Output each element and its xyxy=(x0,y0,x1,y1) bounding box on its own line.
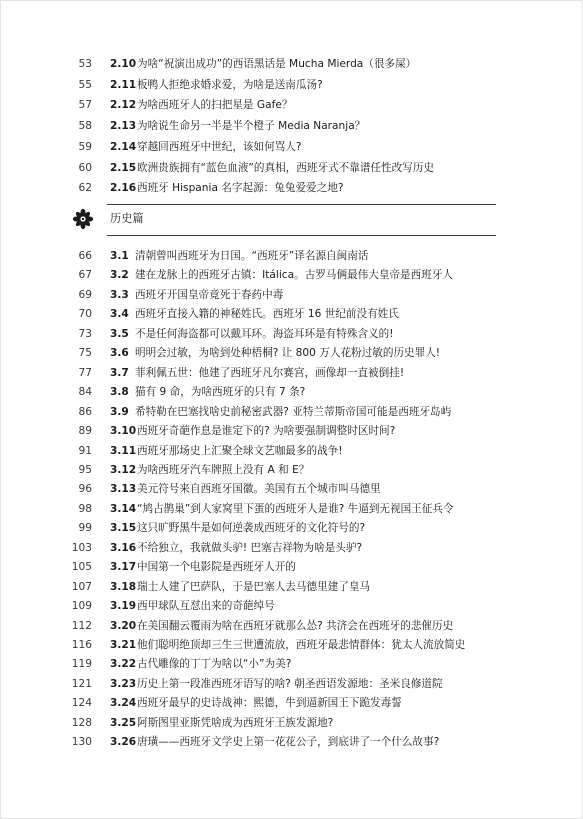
entry-number: 3.25 xyxy=(110,716,137,729)
page-number: 75 xyxy=(78,347,92,360)
toc-entry[interactable] xyxy=(0,77,583,94)
toc-entry[interactable] xyxy=(0,656,583,673)
entry-title: 古代雕像的丁丁为啥以“小”为美? xyxy=(137,658,292,671)
toc-entry[interactable] xyxy=(0,423,583,440)
section-title: 历史篇 xyxy=(110,212,144,225)
page-number: 124 xyxy=(71,697,92,710)
toc-entry[interactable] xyxy=(0,180,583,197)
entry-number: 3.5 xyxy=(110,327,129,340)
entry-number: 3.15 xyxy=(110,522,137,535)
entry-number: 3.13 xyxy=(110,483,137,496)
toc-entry[interactable] xyxy=(0,345,583,362)
entry-number: 3.16 xyxy=(110,541,137,554)
entry-number: 3.8 xyxy=(110,386,129,399)
page-number: 128 xyxy=(71,716,92,729)
page-number: 96 xyxy=(78,483,92,496)
entry-title: 为啥西班牙汽车牌照上没有 A 和 E？ xyxy=(137,463,310,476)
toc-entry[interactable] xyxy=(0,695,583,712)
entry-title: 西班牙 Hispania 名字起源：兔兔爱爱之地? xyxy=(137,182,344,195)
entry-number: 3.12 xyxy=(110,463,137,476)
page-number: 116 xyxy=(71,639,92,651)
entry-number: 3.1 xyxy=(110,250,129,262)
toc-entry[interactable] xyxy=(0,734,583,751)
entry-title: 不是任何海盗都可以戴耳环。海盗耳环是有特殊含义的! xyxy=(135,327,394,340)
toc-entry[interactable] xyxy=(0,637,583,654)
page-number: 57 xyxy=(78,99,92,112)
entry-title: 穿越回西班牙中世纪，该如何骂人? xyxy=(137,140,302,153)
entry-number: 3.20 xyxy=(110,619,137,632)
entry-title: 瑞士人建了巴萨队，于是巴塞人去马德里建了皇马 xyxy=(137,580,371,593)
toc-entry[interactable] xyxy=(0,365,583,382)
entry-number: 3.10 xyxy=(110,425,137,438)
toc-entry[interactable] xyxy=(0,306,583,323)
section-rule-bottom xyxy=(107,235,496,236)
toc-entry[interactable] xyxy=(0,160,583,177)
page-number: 55 xyxy=(78,78,92,91)
entry-title: 欧洲贵族拥有“蓝色血液”的真相，西班牙式不靠谱任性改写历史 xyxy=(137,161,435,174)
entry-title: 为啥说生命另一半是半个橙子 Media Naranja？ xyxy=(137,120,366,133)
entry-title: 希特勒在巴塞找啥史前秘密武器? 亚特兰蒂斯帝国可能是西班牙岛屿 xyxy=(135,405,452,418)
toc-entry[interactable] xyxy=(0,384,583,401)
toc-entry[interactable] xyxy=(0,715,583,732)
entry-number: 3.18 xyxy=(110,580,137,593)
toc-entry[interactable] xyxy=(0,520,583,537)
entry-number: 3.6 xyxy=(110,347,129,360)
entry-number: 2.10 xyxy=(110,58,137,70)
page-number: 89 xyxy=(78,425,92,438)
entry-title: 西班牙奇葩作息是谁定下的? 为啥要强制调整时区时间? xyxy=(137,425,396,438)
page-number: 98 xyxy=(78,502,92,515)
toc-entry[interactable] xyxy=(0,481,583,498)
entry-number: 2.15 xyxy=(110,161,137,174)
entry-number: 2.14 xyxy=(110,140,137,153)
page-number: 91 xyxy=(78,444,92,457)
entry-title: 西班牙那场史上汇聚全球文艺咖最多的战争! xyxy=(137,444,343,457)
entry-title: 为啥“祝演出成功”的西语黑话是 Mucha Mierda（很多屎） xyxy=(137,58,417,70)
entry-number: 3.2 xyxy=(110,269,129,282)
page-number: 109 xyxy=(71,600,92,613)
toc-entry[interactable] xyxy=(0,404,583,421)
entry-number: 3.24 xyxy=(110,697,137,710)
entry-number: 3.26 xyxy=(110,736,137,749)
toc-entry[interactable] xyxy=(0,248,583,265)
entry-number: 3.4 xyxy=(110,308,129,321)
page-number: 105 xyxy=(71,561,92,574)
entry-title: 阿斯图里亚斯凭啥成为西班牙王族发源地? xyxy=(137,716,334,729)
entry-title: 这只旷野黑牛是如何逆袭成西班牙的文化符号的? xyxy=(137,522,366,535)
page-number: 84 xyxy=(78,386,92,399)
entry-title: “鸠占鹊巢”到人家窝里下蛋的西班牙人是谁? 牛逼到无视国王征兵令 xyxy=(137,502,454,515)
page-number: 119 xyxy=(71,658,92,671)
toc-entry[interactable] xyxy=(0,559,583,576)
toc-entry[interactable] xyxy=(0,56,583,73)
entry-number: 3.22 xyxy=(110,658,137,671)
entry-title: 不给独立，我就做头驴! 巴塞吉祥物为啥是头驴? xyxy=(137,541,363,554)
entry-number: 3.9 xyxy=(110,405,129,418)
page-number: 62 xyxy=(78,182,92,195)
page-number: 60 xyxy=(78,161,92,174)
toc-entry[interactable] xyxy=(0,97,583,114)
entry-title: 历史上第一段准西班牙语写的啥? 朝圣西语发源地：圣米良修道院 xyxy=(137,677,443,690)
page-number: 103 xyxy=(71,541,92,554)
section-rule-top xyxy=(107,204,496,205)
entry-number: 3.3 xyxy=(110,288,129,301)
entry-title: 西班牙直接入籍的神秘姓氏。西班牙 16 世纪前没有姓氏 xyxy=(135,308,399,321)
page-number: 53 xyxy=(78,58,92,70)
entry-title: 菲利佩五世：他建了西班牙凡尔赛宫，画像却一直被倒挂! xyxy=(135,366,405,379)
entry-number: 3.7 xyxy=(110,366,129,379)
entry-title: 西班牙最早的史诗战神：熙德，牛到逼新国王下跪发毒誓 xyxy=(137,697,402,710)
flower-icon xyxy=(72,208,94,230)
page-number: 58 xyxy=(78,120,92,133)
entry-number: 2.12 xyxy=(110,99,137,112)
entry-number: 2.13 xyxy=(110,120,137,133)
toc-entry[interactable] xyxy=(0,326,583,343)
page-number: 67 xyxy=(78,269,92,282)
entry-number: 2.16 xyxy=(110,182,137,195)
toc-entry[interactable] xyxy=(0,462,583,479)
page-number: 112 xyxy=(71,619,92,632)
toc-entry[interactable] xyxy=(0,118,583,135)
entry-number: 3.23 xyxy=(110,677,137,690)
entry-title: 他们聪明绝顶却三生三世遭流放，西班牙最悲情群体：犹太人流放简史 xyxy=(137,639,466,651)
entry-number: 3.11 xyxy=(110,444,137,457)
page-number: 99 xyxy=(78,522,92,535)
entry-title: 猫有 9 命，为啥西班牙的只有 7 条? xyxy=(135,386,306,399)
toc-entry[interactable] xyxy=(0,579,583,596)
toc-entry[interactable] xyxy=(0,267,583,284)
page-number: 66 xyxy=(78,250,92,262)
toc-entry[interactable] xyxy=(0,443,583,460)
entry-title: 板鸭人拒绝求婚求爱，为啥是送南瓜汤? xyxy=(137,78,323,91)
toc-entry[interactable] xyxy=(0,618,583,635)
entry-number: 3.17 xyxy=(110,561,137,574)
page-number: 59 xyxy=(78,140,92,153)
page-number: 121 xyxy=(71,677,92,690)
page-number: 107 xyxy=(71,580,92,593)
entry-title: 为啥西班牙人的扫把星是 Gafe？ xyxy=(137,99,293,112)
page-number: 95 xyxy=(78,463,92,476)
toc-entry[interactable] xyxy=(0,676,583,693)
entry-number: 3.19 xyxy=(110,600,137,613)
page-number: 70 xyxy=(78,308,92,321)
entry-title: 美元符号来自西班牙国徽。美国有五个城市叫马德里 xyxy=(137,483,381,496)
page-number: 73 xyxy=(78,327,92,340)
toc-entry[interactable] xyxy=(0,287,583,304)
entry-title: 明明会过敏，为啥到处种梧桐? 让 800 万人花粉过敏的历史罪人! xyxy=(135,347,441,360)
entry-number: 3.14 xyxy=(110,502,137,515)
toc-entry[interactable] xyxy=(0,139,583,156)
entry-title: 西班牙开国皇帝竟死于春药中毒 xyxy=(135,288,284,301)
entry-number: 3.21 xyxy=(110,639,137,651)
entry-title: 西甲球队互怼出来的奇葩绰号 xyxy=(137,600,275,613)
page-number: 130 xyxy=(71,736,92,749)
entry-title: 唐璜——西班牙文学史上第一花花公子，到底讲了一个什么故事? xyxy=(137,736,440,749)
page-number: 77 xyxy=(78,366,92,379)
entry-title: 清朝曾叫西班牙为日国。“西班牙”译名源自闽南话 xyxy=(135,250,369,262)
entry-title: 中国第一个电影院是西班牙人开的 xyxy=(137,561,296,574)
page-number: 69 xyxy=(78,288,92,301)
toc-entry[interactable] xyxy=(0,598,583,615)
toc-entry[interactable] xyxy=(0,540,583,557)
toc-entry[interactable] xyxy=(0,501,583,518)
page-number: 86 xyxy=(78,405,92,418)
entry-title: 在美国翻云覆雨为啥在西班牙就那么怂? 共济会在西班牙的悲催历史 xyxy=(137,619,454,632)
entry-number: 2.11 xyxy=(110,78,137,91)
entry-title: 建在龙脉上的西班牙古镇：Itálica。古罗马俩最伟大皇帝是西班牙人 xyxy=(135,269,454,282)
